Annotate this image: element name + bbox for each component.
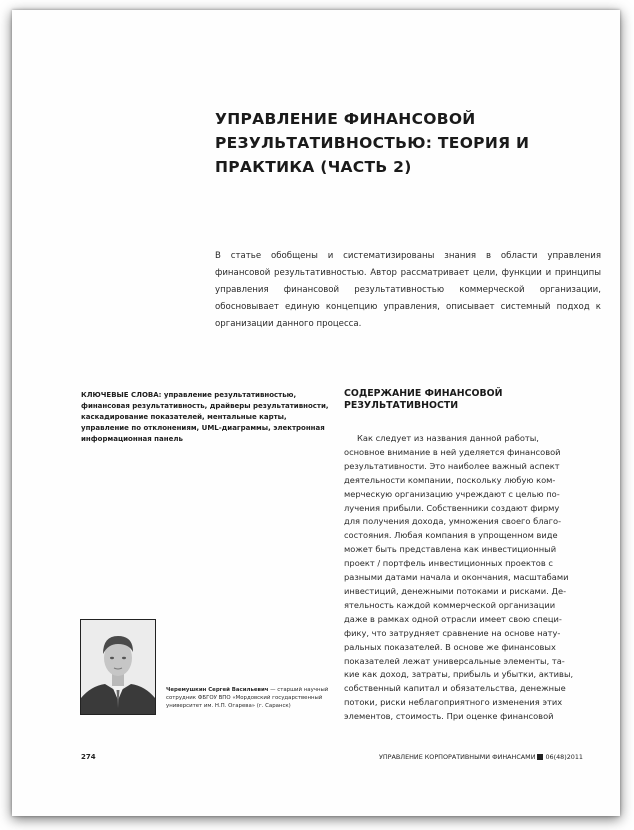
body-line: проект / портфель инвестиционных проектов с: [344, 558, 553, 569]
body-line: кие как доход, затраты, прибыль и убытки, активы,: [344, 669, 574, 680]
body-line: элементов, стоимость. При оценке финансовой: [344, 711, 554, 722]
body-line: мерческую организацию учреждают с целью по-: [344, 488, 560, 499]
section-body: [344, 432, 584, 724]
section-heading-line-2: РЕЗУЛЬТАТИВНОСТИ: [344, 400, 459, 411]
article-title: УПРАВЛЕНИЕ ФИНАНСОВОЙ РЕЗУЛЬТАТИВНОСТЬЮ: ТЕОРИЯ И ПРАКТИКА (ЧАСТЬ 2): [215, 110, 530, 176]
author-description: — старший научный сотрудник ФБГОУ ВПО «Мордовский государственный университет им. Н.П. Огарева» (г. Саранск): [166, 687, 329, 710]
section-heading: [344, 388, 584, 412]
page-number: 274: [81, 753, 96, 761]
journal-page: [12, 10, 620, 816]
body-line: состояния. Любая компания в упрощенном виде: [344, 530, 558, 541]
section-heading-line-1: СОДЕРЖАНИЕ ФИНАНСОВОЙ: [344, 388, 503, 399]
body-line: деятельности компании, поскольку любую ком-: [344, 474, 556, 485]
body-line: даже в рамках одной отрасли имеет свою специ-: [344, 613, 562, 624]
body-line: разными датами начала и окончания, масштабами: [344, 572, 569, 583]
body-line: может быть представлена как инвестиционный: [344, 544, 557, 555]
author-name: Черемушкин Сергей Васильевич: [166, 687, 269, 693]
author-info: [166, 686, 336, 711]
body-line: показателей лежат универсальные элементы, та-: [344, 655, 565, 666]
journal-footer: [379, 753, 583, 761]
body-line: инвестиций, денежными потоками и рисками. Де-: [344, 585, 567, 596]
body-line: основное внимание в ней уделяется финансовой: [344, 446, 561, 457]
body-line: потоки, риски неблагоприятного изменения этих: [344, 697, 563, 708]
body-line: результативности. Это наиболее важный аспект: [344, 460, 560, 471]
author-portrait-image: [81, 620, 155, 714]
journal-issue: 06(48)2011: [545, 753, 583, 761]
body-line: ятельность каждой коммерческой организации: [344, 599, 556, 610]
keywords: КЛЮЧЕВЫЕ СЛОВА: управление результативностью, финансовая результативность, драйверы результативности, каскадирование показателей, ментальные карты, управление по отклонениям, UML-диаграммы, электронная информационная панель: [81, 391, 329, 443]
author-photo: [80, 619, 156, 715]
body-line: лучения прибыли. Собственники создают фирму: [344, 502, 560, 513]
body-line: для получения дохода, умножения своего благо-: [344, 516, 562, 527]
body-line: ральных показателей. В основе же финансовых: [344, 641, 556, 652]
body-line: Как следует из названия данной работы,: [357, 433, 539, 443]
journal-name: УПРАВЛЕНИЕ КОРПОРАТИВНЫМИ ФИНАНСАМИ: [378, 753, 536, 761]
square-separator-icon: [537, 754, 543, 760]
body-line: собственный капитал и обязательства, денежные: [344, 683, 566, 694]
article-abstract: В статье обобщены и систематизированы знания в области управления финансовой результативностью. Автор рассматривает цели, функции и принципы управления финансовой результативностью коммерческой организации, обосновывает единую концепцию управления, описывает системный подход к организации данного процесса.: [215, 251, 601, 329]
body-line: фику, что затрудняет сравнение на основе нату-: [344, 627, 561, 638]
